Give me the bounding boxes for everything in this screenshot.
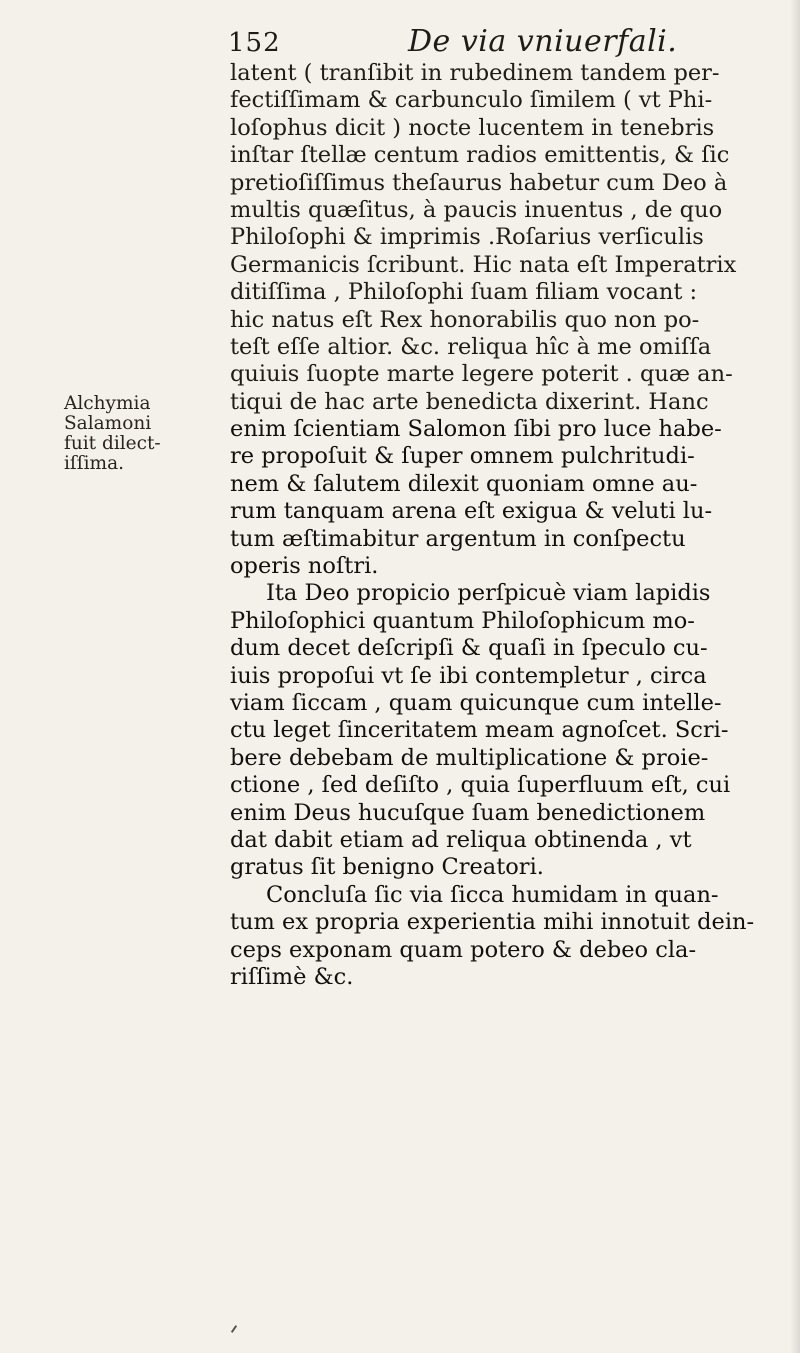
text-line: Ita Deo propicio perſpicuè viam lapidis <box>266 580 711 607</box>
page-number: 152 <box>228 28 281 58</box>
running-title: De via vniuerfali. <box>408 24 678 59</box>
ink-mark <box>231 1325 237 1333</box>
text-line: ctu leget ſinceritatem meam agnoſcet. Scri- <box>230 717 729 744</box>
text-line: enim Deus hucuſque ſuam benedictionem <box>230 799 706 826</box>
marginal-note-line: iſſima. <box>64 453 124 474</box>
text-line: nem & ſalutem dilexit quoniam omne au- <box>230 470 698 497</box>
text-line: loſophus dicit ) nocte lucentem in tenebris <box>230 114 715 141</box>
text-line: tum ex propria experientia mihi innotuit dein- <box>230 909 755 936</box>
text-line: ditiſſima , Philoſophi ſuam filiam vocant : <box>230 279 698 306</box>
text-line: Philoſophici quantum Philoſophicum mo- <box>230 607 695 634</box>
text-line: inſtar ſtellæ centum radios emittentis, & ſic <box>230 142 730 169</box>
text-line: multis quæſitus, à paucis inuentus , de quo <box>230 196 723 223</box>
text-line: enim ſcientiam Salomon ſibi pro luce habe- <box>230 416 722 443</box>
text-line: Philoſophi & imprimis .Roſarius verſiculis <box>230 224 704 251</box>
paragraph-1 <box>230 60 770 580</box>
marginal-note-line: Salamoni <box>64 413 152 434</box>
marginal-note-line: fuit dilect- <box>64 433 161 454</box>
text-line: pretioſiſſimus theſaurus habetur cum Deo à <box>230 169 728 196</box>
text-line: iuis propoſui vt ſe ibi contempletur , circa <box>230 662 707 689</box>
text-line: fectiſſimam & carbunculo ſimilem ( vt Phi- <box>230 87 713 114</box>
text-line: ctione , ſed deſiſto , quia ſuperfluum eſt, cui <box>230 772 731 799</box>
text-line: Concluſa ſic via ſicca humidam in quan- <box>266 881 719 908</box>
text-line: operis noſtri. <box>230 553 379 580</box>
text-line: teſt eſſe altior. &c. reliqua hîc à me omiſſa <box>230 333 712 360</box>
text-line: quiuis ſuopte marte legere poterit . quæ an- <box>230 361 733 388</box>
text-line: riſſimè &c. <box>230 963 354 990</box>
body-text <box>230 60 770 991</box>
text-line: Germanicis ſcribunt. Hic nata eſt Imperatrix <box>230 251 737 278</box>
text-line: dat dabit etiam ad reliqua obtinenda , vt <box>230 826 692 853</box>
text-line: latent ( tranſibit in rubedinem tandem per- <box>230 60 720 86</box>
text-line: bere debebam de multiplicatione & proie- <box>230 744 709 771</box>
text-line: hic natus eſt Rex honorabilis quo non po- <box>230 306 700 333</box>
text-line: rum tanquam arena eſt exigua & veluti lu- <box>230 498 713 525</box>
paragraph-3 <box>230 882 770 992</box>
text-line: re propoſuit & ſuper omnem pulchritudi- <box>230 443 695 470</box>
marginal-note-line: Alchymia <box>64 393 151 414</box>
text-line: ceps exponam quam potero & debeo cla- <box>230 936 697 963</box>
page-edge-shadow <box>790 0 800 1353</box>
marginal-note <box>64 394 194 474</box>
text-line: dum decet deſcripſi & quaſi in ſpeculo cu- <box>230 635 708 662</box>
text-line: tiqui de hac arte benedicta dixerint. Hanc <box>230 388 709 415</box>
text-line: gratus ſit benigno Creatori. <box>230 854 544 881</box>
text-line: tum æſtimabitur argentum in conſpectu <box>230 525 686 552</box>
paragraph-2 <box>230 580 770 881</box>
text-line: viam ſiccam , quam quicunque cum intelle- <box>230 689 722 716</box>
